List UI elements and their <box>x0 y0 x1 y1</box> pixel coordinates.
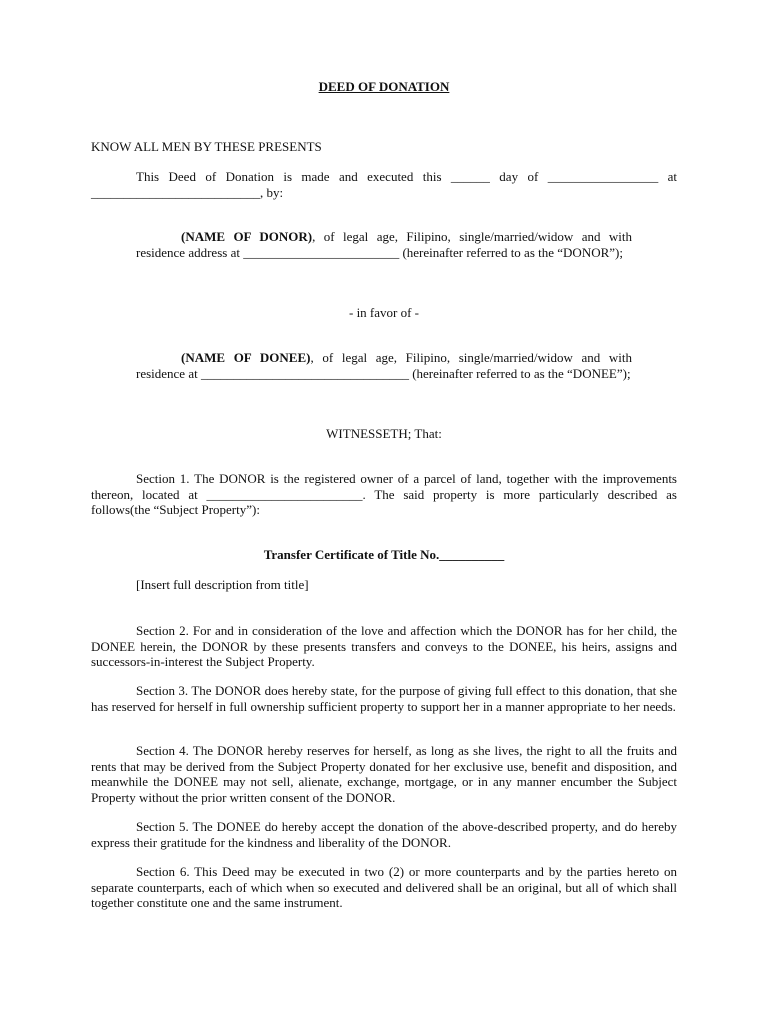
tct-line <box>0 547 768 563</box>
donor-name-placeholder: (NAME OF DONOR) <box>181 229 313 244</box>
donee-name-placeholder: (NAME OF DONEE) <box>181 350 311 365</box>
section-2: Section 2. For and in consideration of the love and affection which the DONOR has for her child, the DONEE herein, the DONOR by these presents transfers and conveys to the DONEE, his heirs, assigns and successors-in-interest the Subject Property. <box>91 623 677 669</box>
execution-paragraph: This Deed of Donation is made and executed this ______ day of _________________ at __________________________, by: <box>91 169 677 200</box>
document-title: DEED OF DONATION <box>318 79 450 94</box>
donor-details: , of legal age, Filipino, single/married/widow and with residence address at ________________________ (hereinafter referred to as the “DONOR”); <box>136 229 632 260</box>
section-4: Section 4. The DONOR hereby reserves for herself, as long as she lives, the right to all the fruits and rents that may be derived from the Subject Property donated for her exclusive use, benefit and disposition, and meanwhile the DONEE may not sell, alienate, exchange, mortgage, or in any manner encumber the Subject Property without the prior written consent of the DONOR. <box>91 743 677 805</box>
in-favor-line: - in favor of - <box>348 305 420 320</box>
tct-label: Transfer Certificate of Title No.__________ <box>263 547 505 562</box>
insert-description-note: [Insert full description from title] <box>136 577 309 592</box>
section-3: Section 3. The DONOR does hereby state, for the purpose of giving full effect to this donation, that she has reserved for herself in full ownership sufficient property to support her in a manner appropriate to her needs. <box>91 683 677 714</box>
section-1: Section 1. The DONOR is the registered owner of a parcel of land, together with the improvements thereon, located at ________________________. The said property is more particularly described as follows(the “Subject Property”): <box>91 471 677 517</box>
donee-details: , of legal age, Filipino, single/married/widow and with residence at ________________________________ (hereinafter referred to as the “DONEE”); <box>136 350 632 381</box>
section-6: Section 6. This Deed may be executed in two (2) or more counterparts and by the parties hereto on separate counterparts, each of which when so executed and delivered shall be an original, but all of which shall together constitute one and the same instrument. <box>91 864 677 910</box>
donee-paragraph <box>136 350 632 381</box>
opening-line: KNOW ALL MEN BY THESE PRESENTS <box>91 139 322 154</box>
donor-paragraph <box>136 229 632 260</box>
witnesseth-line: WITNESSETH; That: <box>326 426 442 441</box>
section-5: Section 5. The DONEE do hereby accept the donation of the above-described property, and do hereby express their gratitude for the kindness and liberality of the DONOR. <box>91 819 677 850</box>
